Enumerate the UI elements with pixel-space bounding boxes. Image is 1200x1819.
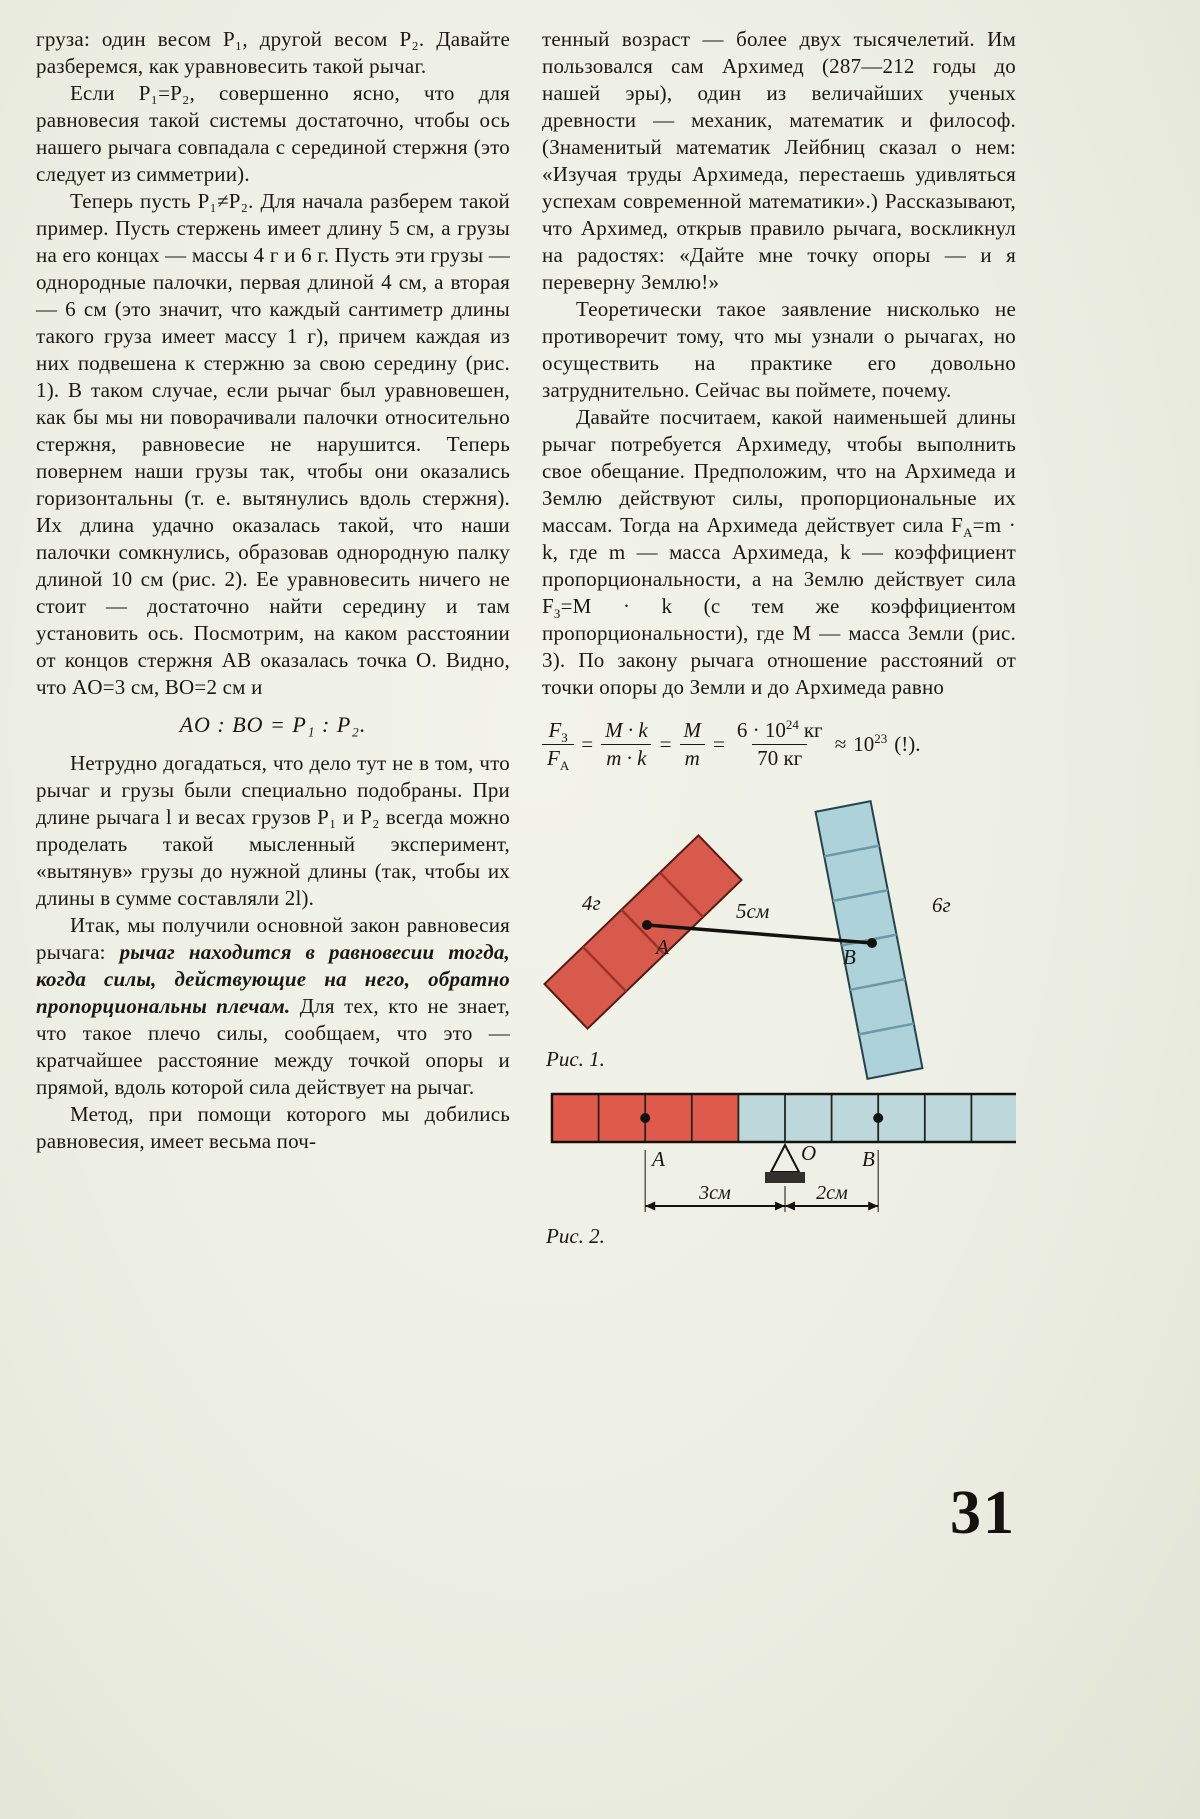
two-column-layout [36, 26, 1016, 1250]
paragraph: Нетрудно догадаться, что дело тут не в том, что рычаг и грузы были специально подобраны. При длине рычага l и весах грузов P₁ и P₂ всегда можно проделать такой мысленный эксперимент, «вытянув» грузы до нужной длины (так, чтобы их длины в сумме составляли 2l). [36, 751, 510, 910]
sub-archimedes: А [559, 758, 570, 774]
paragraph: Теоретически такое заявление нисколько не противоречит тому, что мы узнали о рычагах, но осуществить на практике его довольно затруднительно. Сейчас вы поймете, почему. [542, 297, 1016, 402]
lever-law-emphasis: рычаг находится в равновесии тогда, когда силы, действующие на него, обратно пропорциональны плечам. [36, 940, 510, 1018]
force-subscript-earth: З [553, 606, 561, 622]
paragraph: Если P₁=P₂, совершенно ясно, что для равновесия такой системы достаточно, чтобы ось нашего рычага совпадала с серединой стержня (это следует из симметрии). [36, 81, 510, 186]
label-point-b: B [843, 945, 856, 970]
page-number: 31 [950, 1479, 1016, 1547]
point-a-dot [642, 920, 652, 930]
equals-sign: = [659, 732, 672, 757]
figure-2-caption: Рис. 2. [546, 1224, 605, 1249]
dimension-2cm: 2см [816, 1182, 848, 1205]
label-5cm: 5см [736, 899, 770, 924]
point-b-dot [873, 1113, 883, 1123]
dimension-3cm: 3см [699, 1182, 731, 1205]
force-subscript-archimedes: А [963, 525, 973, 541]
equals-sign: = [713, 732, 725, 757]
fraction-numeric [732, 717, 828, 772]
label-point-a: A [652, 1147, 665, 1172]
paragraph: Теперь пусть P₁≠P₂. Для начала разберем такой пример. Пусть стержень имеет длину 5 см, а грузы на его концах — массы 4 г и 6 г. Пусть эти грузы — однородные палочки, первая длиной 4 см, а вторая — 6 см (это значит, что каждый сантиметр длины такого груза имеет массу 1 г), причем каждая из них подвешена к стержню за свою середину (рис. 1). В таком случае, если рычаг был уравновешен, как бы мы ни поворачивали палочки относительно стержня, равновесие не нарушится. Теперь повернем наши грузы так, чтобы они оказались горизонтальны (т. е. вытянулись вдоль стержня). Их длина удачно оказалась такой, что наши палочки сомкнулись, образовав однородную палку длиной 10 см (рис. 2). Ее уравновесить ничего не стоит — достаточно найти середину и там установить ось. Посмотрим, на каком расстоянии от концов стержня AB оказалась точка O. Видно, что AO=3 см, BO=2 см и [36, 189, 510, 699]
unit-kg: кг [803, 718, 823, 742]
label-6g: 6г [932, 893, 951, 918]
equals-sign: = [581, 732, 594, 757]
label-point-a: A [656, 935, 669, 960]
approx-sign: ≈ [834, 732, 847, 757]
paragraph-text: Для тех, кто не знает, что такое плечо силы, сообщаем, что это — кратчайшее расстояние между точкой опоры и прямой, вдоль которой сила действует на рычаг. [36, 994, 510, 1099]
force-ratio-formula [542, 717, 1016, 772]
lever-ratio-formula: AO : BO = P₁ : P₂. [179, 712, 367, 737]
figure-1-lever-tilted-weights [542, 782, 1016, 1084]
left-column [36, 26, 510, 1250]
sub-earth: З [561, 730, 568, 746]
paragraph-text: Давайте посчитаем, какой наименьшей длины рычаг потребуется Архимеду, чтобы выполнить свое обещание. Предположим, что на Архимеда и Землю действуют силы, пропорциональные их массам. Тогда на Архимеда действует сила F [542, 405, 1016, 537]
paragraph: тенный возраст — более двух тысячелетий. Им пользовался сам Архимед (287—212 годы до нашей эры), один из величайших ученых древности — механик, математик и философ. (Знаменитый математик Лейбниц сказал о нем: «Изучая труды Архимеда, перестаешь удивляться успехам современной математики».) Рассказывают, что Архимед, открыв правило рычага, воскликнул на радостях: «Дайте мне точку опоры — и я переверну Землю!» [542, 27, 1016, 294]
label-point-o: O [801, 1141, 817, 1166]
right-column [542, 26, 1016, 1250]
figure-1-caption: Рис. 1. [546, 1047, 605, 1072]
paragraph-text: =M · k (с тем же коэффициентом пропорциональности), где M — масса Земли (рис. 3). По закону рычага отношение расстояний от точки опоры до Земли и до Архимеда равно [542, 594, 1016, 699]
exponent: 24 [785, 717, 799, 732]
red-weight-4g [544, 836, 741, 1029]
paragraph: груза: один весом P₁, другой весом P₂. Давайте разберемся, как уравновесить такой рычаг. [36, 27, 510, 78]
denominator: m · k [601, 744, 651, 772]
force-archimedes: F [547, 746, 560, 771]
point-b-dot [867, 938, 877, 948]
paragraph-text: =m · k, где m — масса Архимеда, k — коэффициент пропорциональности, а на Землю действует сила F [542, 513, 1016, 618]
paragraph [36, 912, 510, 1101]
numerator: M · k [605, 718, 648, 742]
figure-2-balanced-stick [542, 1088, 1016, 1250]
result-value: $10^{23}$ [853, 731, 888, 757]
fraction-masses [679, 717, 707, 772]
label-point-b: B [862, 1147, 875, 1172]
paragraph [542, 404, 1016, 701]
exclamation-note: (!). [894, 732, 921, 757]
coefficient: 6 · 10 [736, 718, 786, 742]
fulcrum-triangle [771, 1145, 799, 1172]
fraction-forces [542, 717, 574, 772]
paragraph-text: Итак, мы получили основной закон равновесия рычага: [36, 913, 510, 964]
numerator: M [683, 718, 701, 742]
label-4g: 4г [582, 891, 601, 916]
denominator: 70 кг [752, 744, 807, 772]
fulcrum-base [765, 1172, 805, 1183]
fraction-mk [600, 717, 653, 772]
paragraph: Метод, при помощи которого мы добились равновесия, имеет весьма поч- [36, 1102, 510, 1153]
force-earth: F [548, 718, 562, 742]
denominator: m [680, 744, 705, 772]
point-a-dot [640, 1113, 650, 1123]
